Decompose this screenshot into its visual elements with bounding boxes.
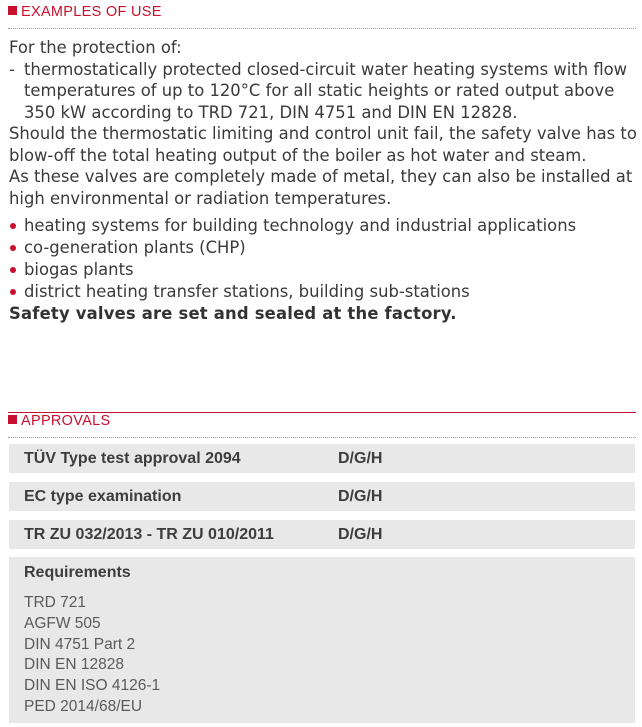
list-item-text: heating systems for building technology and industrial applications — [24, 216, 577, 235]
approval-code: D/G/H — [338, 526, 383, 543]
list-item-text: biogas plants — [24, 260, 134, 279]
approval-name: TR ZU 032/2013 - TR ZU 010/2011 — [24, 526, 274, 543]
examples-section-heading — [8, 4, 636, 29]
requirements-box — [9, 557, 635, 723]
red-square-icon — [8, 6, 17, 15]
factory-sealed-note: Safety valves are set and sealed at the factory. — [9, 304, 457, 323]
red-square-icon — [8, 415, 17, 424]
intro-text: For the protection of: — [9, 38, 182, 57]
approvals-heading-label: APPROVALS — [21, 413, 111, 429]
approvals-section-heading — [8, 412, 636, 438]
paragraph-metal-valves: As these valves are completely made of metal, they can also be installed at high environmental or radiation temperatures. — [9, 167, 633, 208]
approval-code: D/G/H — [338, 450, 383, 467]
requirements-list — [24, 593, 160, 718]
requirement-item: AGFW 505 — [24, 614, 101, 632]
bullet-dot-icon — [10, 223, 16, 229]
requirement-item: DIN EN 12828 — [24, 656, 124, 674]
list-item — [9, 237, 639, 259]
approval-name: TÜV Type test approval 2094 — [24, 450, 241, 467]
dash-item-text: thermostatically protected closed-circuit water heating systems with flow temperatures of up to 120°C for all static heights or rated output above 350 kW according to TRD 721, DIN 4751 and DIN EN 12828. — [24, 59, 628, 122]
bullet-dot-icon — [10, 245, 16, 251]
examples-heading-label: EXAMPLES OF USE — [21, 4, 162, 20]
bullet-dot-icon — [10, 267, 16, 273]
applications-list — [9, 215, 639, 303]
approval-name: EC type examination — [24, 488, 182, 505]
approval-row — [9, 520, 635, 549]
approval-code: D/G/H — [338, 488, 383, 505]
requirement-item: PED 2014/68/EU — [24, 697, 143, 715]
bullet-dot-icon — [10, 289, 16, 295]
list-item — [9, 215, 639, 237]
requirement-item: DIN EN ISO 4126-1 — [24, 677, 161, 695]
paragraph-valve-failure: Should the thermostatic limiting and control unit fail, the safety valve has to blow-off the total heating output of the boiler as hot water and steam. — [9, 124, 637, 165]
examples-body — [9, 37, 639, 325]
requirement-item: DIN 4751 Part 2 — [24, 635, 136, 653]
list-item — [9, 281, 639, 303]
dash-list-item — [9, 59, 639, 124]
requirement-item: TRD 721 — [24, 594, 87, 611]
approval-row — [9, 444, 635, 473]
list-item-text: co-generation plants (CHP) — [24, 238, 246, 257]
approval-row — [9, 482, 635, 511]
requirements-title: Requirements — [24, 564, 131, 581]
dash-marker: - — [9, 59, 15, 79]
list-item-text: district heating transfer stations, building sub-stations — [24, 282, 470, 301]
list-item — [9, 259, 639, 281]
